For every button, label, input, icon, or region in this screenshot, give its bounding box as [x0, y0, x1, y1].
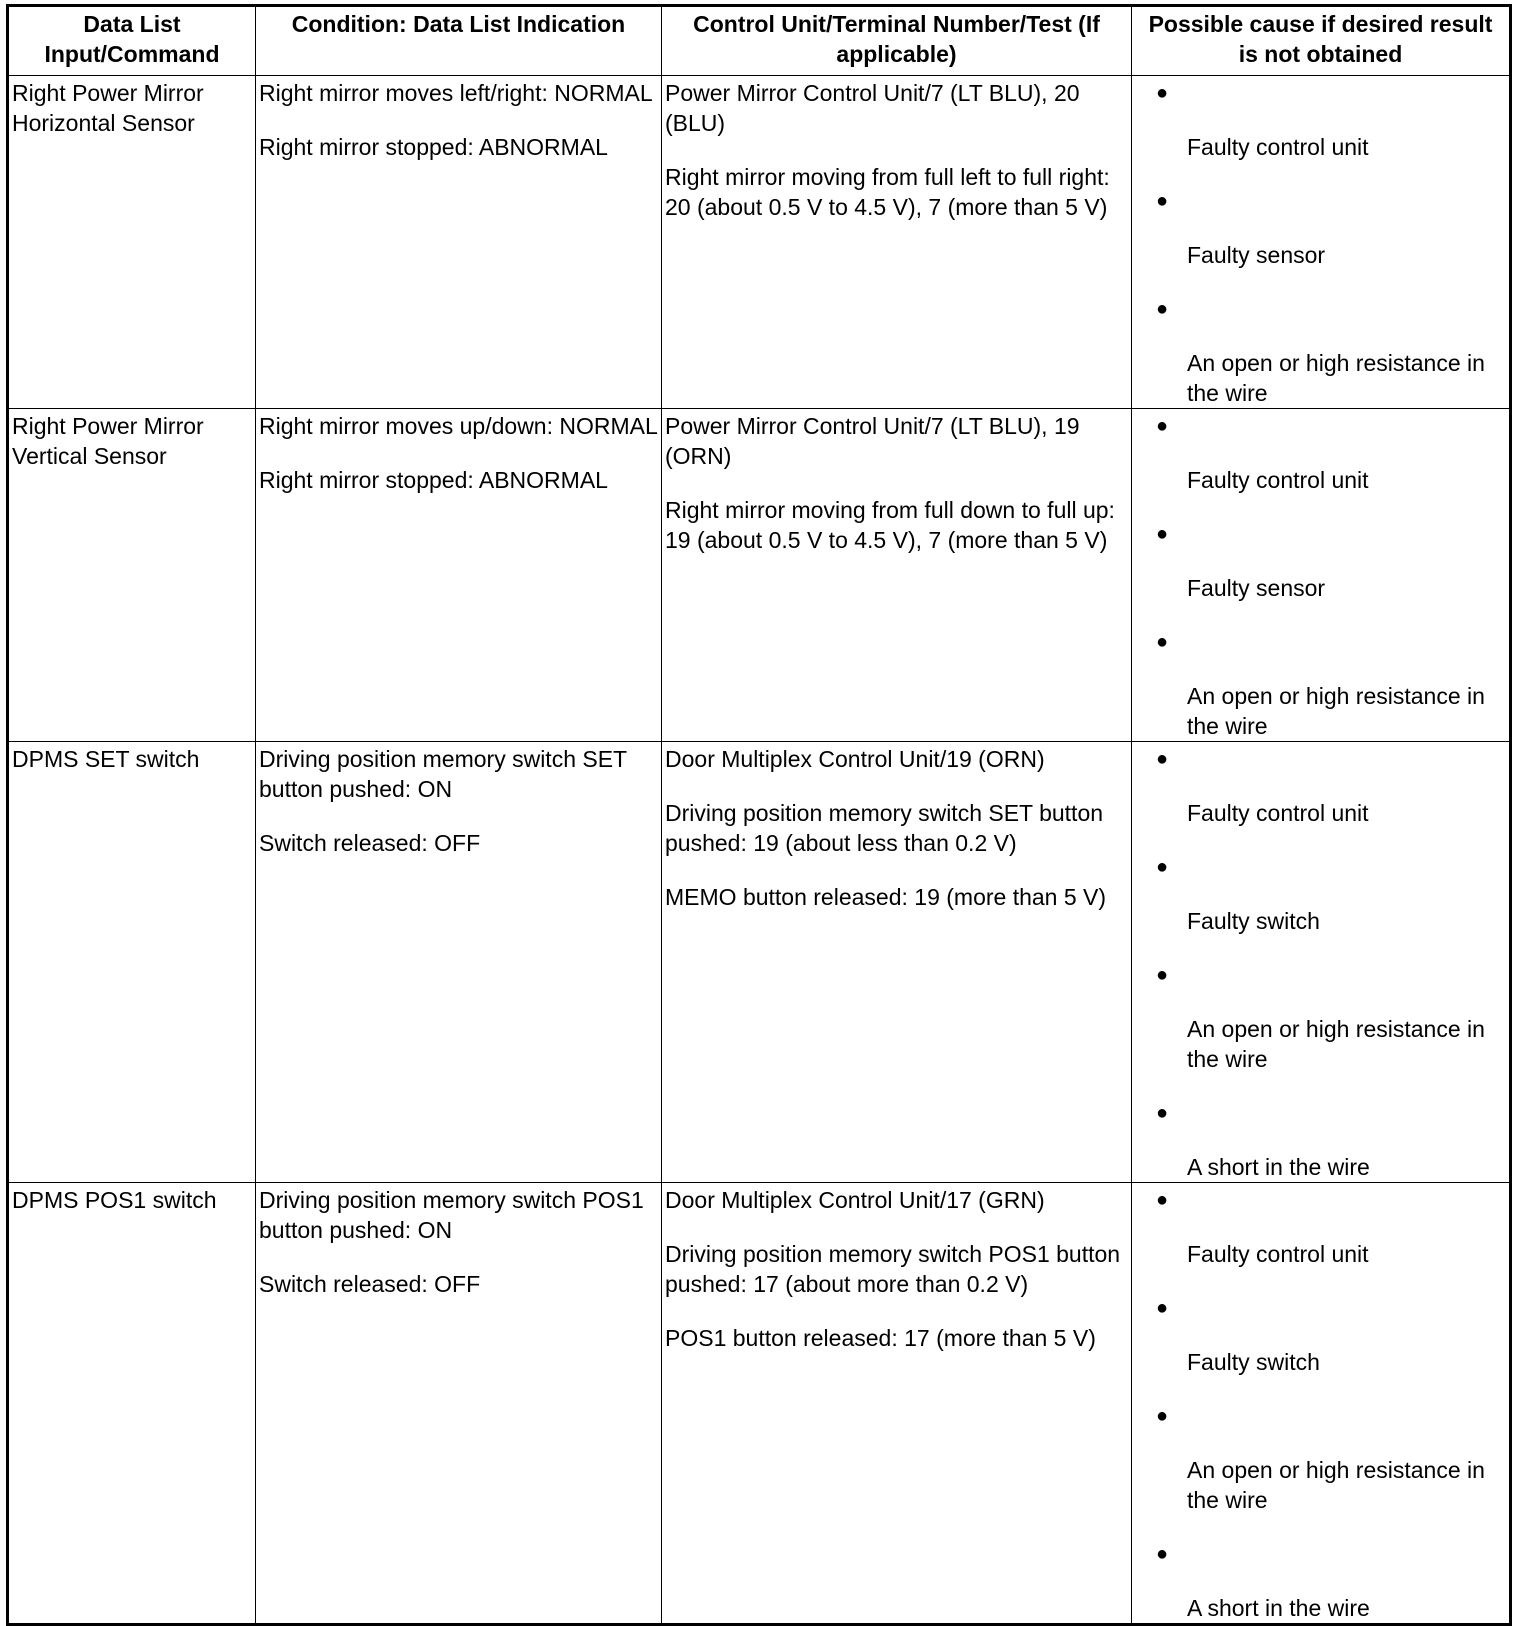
cause-list [1135, 744, 1506, 1182]
list-item [1135, 1098, 1506, 1182]
cause-text: Faulty sensor [1187, 575, 1326, 601]
bullet-icon: ● [1156, 1297, 1169, 1319]
table-row [8, 1183, 1511, 1625]
cell-condition [256, 1183, 662, 1625]
cell-input: Right Power Mirror Horizontal Sensor [8, 76, 256, 409]
condition-line: Switch released: OFF [259, 830, 481, 856]
condition-line: Right mirror stopped: ABNORMAL [259, 467, 608, 493]
cell-control-unit [662, 742, 1132, 1183]
control-line: MEMO button released: 19 (more than 5 V) [665, 884, 1107, 910]
bullet-icon: ● [1156, 190, 1169, 212]
data-list-table [6, 4, 1512, 1626]
cause-list [1135, 1185, 1506, 1623]
cause-list [1135, 78, 1506, 408]
header-input-command: Data List Input/Command [8, 6, 256, 76]
cell-control-unit [662, 76, 1132, 409]
condition-line: Right mirror moves left/right: NORMAL [259, 80, 653, 106]
list-item [1135, 294, 1506, 408]
table-header [8, 6, 1511, 76]
list-item [1135, 1539, 1506, 1623]
table-row [8, 76, 1511, 409]
cell-input: DPMS SET switch [8, 742, 256, 1183]
list-item [1135, 1185, 1506, 1269]
control-line: Right mirror moving from full left to full right: 20 (about 0.5 V to 4.5 V), 7 (more than 5 V) [665, 164, 1110, 220]
cell-input: DPMS POS1 switch [8, 1183, 256, 1625]
bullet-icon: ● [1156, 1102, 1169, 1124]
cell-causes [1132, 76, 1511, 409]
list-item [1135, 627, 1506, 741]
table-row [8, 742, 1511, 1183]
control-line: POS1 button released: 17 (more than 5 V) [665, 1325, 1096, 1351]
bullet-icon: ● [1156, 856, 1169, 878]
cell-input: Right Power Mirror Vertical Sensor [8, 409, 256, 742]
header-possible-cause: Possible cause if desired result is not obtained [1132, 6, 1511, 76]
condition-line: Switch released: OFF [259, 1271, 481, 1297]
cause-text: Faulty sensor [1187, 242, 1326, 268]
control-line: Door Multiplex Control Unit/17 (GRN) [665, 1187, 1045, 1213]
cause-text: Faulty control unit [1187, 800, 1369, 826]
cell-causes [1132, 409, 1511, 742]
bullet-icon: ● [1156, 1189, 1169, 1211]
cell-condition [256, 409, 662, 742]
list-item [1135, 1293, 1506, 1377]
header-condition: Condition: Data List Indication [256, 6, 662, 76]
cause-text: An open or high resistance in the wire [1187, 683, 1485, 739]
table-row [8, 409, 1511, 742]
list-item [1135, 852, 1506, 936]
list-item [1135, 78, 1506, 162]
control-line: Driving position memory switch SET button pushed: 19 (about less than 0.2 V) [665, 800, 1104, 856]
control-line: Right mirror moving from full down to full up: 19 (about 0.5 V to 4.5 V), 7 (more than 5 V) [665, 497, 1115, 553]
cell-condition [256, 742, 662, 1183]
list-item [1135, 744, 1506, 828]
list-item [1135, 411, 1506, 495]
cell-control-unit [662, 409, 1132, 742]
list-item [1135, 519, 1506, 603]
bullet-icon: ● [1156, 1543, 1169, 1565]
cause-text: Faulty control unit [1187, 467, 1369, 493]
control-line: Power Mirror Control Unit/7 (LT BLU), 19 (ORN) [665, 413, 1080, 469]
cause-text: Faulty switch [1187, 1349, 1320, 1375]
cause-text: A short in the wire [1187, 1595, 1370, 1621]
bullet-icon: ● [1156, 964, 1169, 986]
list-item [1135, 186, 1506, 270]
control-line: Driving position memory switch POS1 button pushed: 17 (about more than 0.2 V) [665, 1241, 1121, 1297]
bullet-icon: ● [1156, 415, 1169, 437]
cause-list [1135, 411, 1506, 741]
condition-line: Driving position memory switch SET button pushed: ON [259, 746, 627, 802]
cause-text: An open or high resistance in the wire [1187, 350, 1485, 406]
bullet-icon: ● [1156, 631, 1169, 653]
cause-text: Faulty switch [1187, 908, 1320, 934]
header-control-unit: Control Unit/Terminal Number/Test (If applicable) [662, 6, 1132, 76]
cause-text: Faulty control unit [1187, 134, 1369, 160]
header-row [8, 6, 1511, 76]
cause-text: An open or high resistance in the wire [1187, 1457, 1485, 1513]
control-line: Door Multiplex Control Unit/19 (ORN) [665, 746, 1045, 772]
bullet-icon: ● [1156, 298, 1169, 320]
bullet-icon: ● [1156, 523, 1169, 545]
control-line: Power Mirror Control Unit/7 (LT BLU), 20 (BLU) [665, 80, 1080, 136]
bullet-icon: ● [1156, 82, 1169, 104]
bullet-icon: ● [1156, 1405, 1169, 1427]
cell-causes [1132, 1183, 1511, 1625]
condition-line: Driving position memory switch POS1 button pushed: ON [259, 1187, 644, 1243]
bullet-icon: ● [1156, 748, 1169, 770]
cause-text: Faulty control unit [1187, 1241, 1369, 1267]
condition-line: Right mirror stopped: ABNORMAL [259, 134, 608, 160]
cell-control-unit [662, 1183, 1132, 1625]
condition-line: Right mirror moves up/down: NORMAL [259, 413, 658, 439]
cell-condition [256, 76, 662, 409]
list-item [1135, 1401, 1506, 1515]
cause-text: An open or high resistance in the wire [1187, 1016, 1485, 1072]
list-item [1135, 960, 1506, 1074]
cell-causes [1132, 742, 1511, 1183]
table-body [8, 76, 1511, 1625]
cause-text: A short in the wire [1187, 1154, 1370, 1180]
